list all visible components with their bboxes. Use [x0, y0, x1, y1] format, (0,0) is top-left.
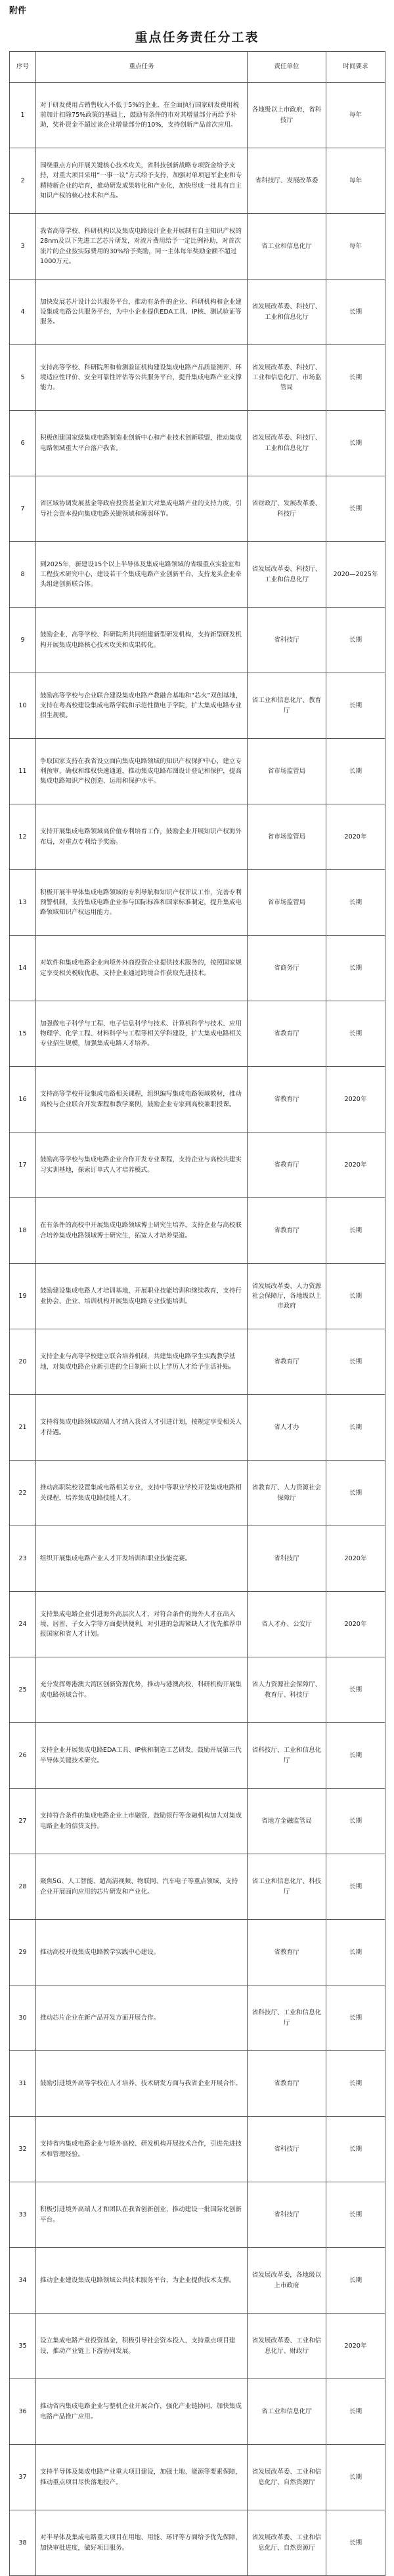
table-row	[10, 673, 385, 739]
row-time: 长期	[326, 345, 385, 411]
row-number: 18	[10, 1198, 36, 1264]
table-row	[10, 1067, 385, 1132]
row-time: 2020年	[326, 1526, 385, 1592]
row-task: 积极开展半导体集成电路领域的专利导航和知识产权评议工作，完善专利预警机制，支持集成电路企业参与国际标准和国家标准制定，提升集成电路领域知识产权运用能力。	[36, 870, 248, 936]
row-task: 支持高等学校、科研院所和检测验证机构建设集成电路产品质量测评、环境适应性评价、安全可靠性评估等公共服务平台，提升集成电路产业支撑能力。	[36, 345, 248, 411]
table-row	[10, 345, 385, 411]
row-time: 每年	[326, 83, 385, 148]
row-time: 长期	[326, 411, 385, 476]
row-number: 28	[10, 1854, 36, 1920]
row-time: 2020年	[326, 1592, 385, 1657]
row-unit: 省教育厅	[248, 1067, 326, 1132]
row-time: 长期	[326, 608, 385, 673]
row-number: 27	[10, 1789, 36, 1854]
table-row	[10, 148, 385, 214]
row-unit: 省发展改革委、科技厅、工业和信息化厅	[248, 542, 326, 608]
row-unit: 省科技厅	[248, 2117, 326, 2182]
row-number: 38	[10, 2510, 36, 2576]
row-task: 对半导体及集成电路重大项目在用地、用能、环评等方面给予优先保障，加快审批进度，做好项目服务。	[36, 2510, 248, 2576]
table-row	[10, 2510, 385, 2576]
row-number: 4	[10, 280, 36, 345]
document-title: 重点任务责任分工表	[135, 30, 259, 45]
row-unit: 省商务厅	[248, 936, 326, 1001]
table-row	[10, 2248, 385, 2314]
table-row	[10, 1526, 385, 1592]
row-unit: 省市场监管局	[248, 804, 326, 870]
row-number: 17	[10, 1132, 36, 1198]
row-unit: 省发展改革委、工业和信息化厅、财政厅	[248, 2314, 326, 2379]
table-row	[10, 2117, 385, 2182]
row-task: 省区域协调发展基金等政府投资基金加大对集成电路产业的支持力度，引导社会资本投向集成电路关键领域和薄弱环节。	[36, 476, 248, 542]
row-unit: 省教育厅	[248, 2051, 326, 2117]
row-unit: 省发展改革委，各地级以上市政府	[248, 2248, 326, 2314]
row-unit: 省发展改革委、工业和信息化厅、自然资源厅	[248, 2510, 326, 2576]
row-unit: 各地级以上市政府，省科技厅	[248, 83, 326, 148]
row-number: 12	[10, 804, 36, 870]
table-row	[10, 1592, 385, 1657]
table-row	[10, 1132, 385, 1198]
row-task: 加强微电子科学与工程、电子信息科学与技术、计算机科学与技术、应用物理学、化学工程、材料科学与工程等相关学科建设，扩大集成电路相关专业招生规模，加强集成电路人才培养。	[36, 1001, 248, 1067]
row-number: 34	[10, 2248, 36, 2314]
row-number: 33	[10, 2182, 36, 2248]
row-time: 长期	[326, 870, 385, 936]
row-task: 到2025年，新建设15个以上半导体及集成电路领域的省级重点实验室和工程技术研究中心，建设若干个集成电路产业创新平台，支持龙头企业牵头组建创新联合体。	[36, 542, 248, 608]
row-time: 长期	[326, 2182, 385, 2248]
row-task: 组织开展集成电路产业人才开发培训和职业技能竞赛。	[36, 1526, 248, 1592]
table-row	[10, 280, 385, 345]
row-unit: 省科技厅	[248, 608, 326, 673]
table-row	[10, 1789, 385, 1854]
task-table	[9, 51, 385, 2576]
row-time: 每年	[326, 148, 385, 214]
header-row	[10, 52, 385, 83]
row-number: 29	[10, 1920, 36, 1985]
table-row	[10, 1198, 385, 1264]
row-task: 争取国家支持在我省设立面向集成电路领域的知识产权保护中心，建立专利预审、确权和维权快速通道，推动集成电路布图设计登记和保护，提高集成电路知识产权创造、运用和保护水平。	[36, 739, 248, 804]
row-task: 推动高职院校设置集成电路相关专业，支持中等职业学校开设集成电路相关课程，培养集成电路技能人才。	[36, 1461, 248, 1526]
row-time: 长期	[326, 1854, 385, 1920]
row-time: 长期	[326, 739, 385, 804]
table-row	[10, 542, 385, 608]
table-row	[10, 1920, 385, 1985]
header-time: 时间要求	[326, 52, 385, 83]
row-time: 2020—2025年	[326, 542, 385, 608]
row-time: 长期	[326, 1264, 385, 1329]
row-task: 支持集成电路企业引进海外高层次人才，对符合条件的海外人才在出入境、居留、子女入学等方面提供便利，对引进的急需紧缺人才优先推荐申报国家和省人才计划。	[36, 1592, 248, 1657]
row-task: 推动芯片企业在新产品开发方面开展合作。	[36, 1985, 248, 2051]
row-time: 2020年	[326, 1067, 385, 1132]
row-time: 长期	[326, 1723, 385, 1789]
table-row	[10, 1001, 385, 1067]
row-task: 支持开展集成电路领域高价值专利培育工作，鼓励企业开展知识产权海外布局，对重点专利给予奖励。	[36, 804, 248, 870]
row-unit: 省科技厅	[248, 2182, 326, 2248]
row-task: 鼓励建设集成电路人才培训基地，开展职业技能培训和继续教育，支持行业协会、企业、培训机构开展集成电路专业技能培训。	[36, 1264, 248, 1329]
row-task: 支持符合条件的集成电路企业上市融资，鼓励银行等金融机构加大对集成电路企业的信贷支持。	[36, 1789, 248, 1854]
table-row	[10, 608, 385, 673]
header-task: 重点任务	[36, 52, 248, 83]
row-number: 2	[10, 148, 36, 214]
row-unit: 省工业和信息化厅	[248, 214, 326, 280]
table-row	[10, 476, 385, 542]
row-task: 鼓励高等学校与企业联合建设集成电路产教融合基地和“芯火”双创基地，支持在粤高校建设集成电路学院和示范性微电子学院，扩大集成电路专业招生规模。	[36, 673, 248, 739]
row-unit: 省发展改革委、工业和信息化厅、自然资源厅	[248, 2445, 326, 2510]
row-number: 30	[10, 1985, 36, 2051]
row-number: 5	[10, 345, 36, 411]
row-time: 长期	[326, 1329, 385, 1395]
row-unit: 省教育厅	[248, 1132, 326, 1198]
row-time: 2020年	[326, 1132, 385, 1198]
row-unit: 省人力资源社会保障厅、教育厅、科技厅	[248, 1657, 326, 1723]
row-unit: 省人才办	[248, 1395, 326, 1461]
row-number: 24	[10, 1592, 36, 1657]
row-unit: 省科技厅、工业和信息化厅	[248, 1985, 326, 2051]
table-row	[10, 1461, 385, 1526]
row-unit: 省人才办、公安厅	[248, 1592, 326, 1657]
row-unit: 省工业和信息化厅	[248, 2379, 326, 2445]
row-task: 设立集成电路产业投资基金，积极引导社会资本投入，支持重点项目建设，推动产业链上下游协同发展。	[36, 2314, 248, 2379]
row-time: 长期	[326, 1198, 385, 1264]
row-time: 2020年	[326, 2314, 385, 2379]
row-time: 长期	[326, 2117, 385, 2182]
row-task: 聚焦5G、人工智能、超高清视频、物联网、汽车电子等重点领域，支持企业开展面向应用的芯片研发和产业化。	[36, 1854, 248, 1920]
row-time: 2020年	[326, 804, 385, 870]
row-task: 鼓励引进境外高等学校在人才培养、技术研发方面与我省企业开展合作。	[36, 2051, 248, 2117]
row-time: 长期	[326, 1657, 385, 1723]
row-time: 长期	[326, 936, 385, 1001]
row-task: 支持将集成电路领域高端人才纳入我省人才引进计划，按规定享受相关人才待遇。	[36, 1395, 248, 1461]
table-row	[10, 2051, 385, 2117]
row-number: 14	[10, 936, 36, 1001]
row-task: 推动企业建设集成电路领域公共技术服务平台，为企业提供技术支撑。	[36, 2248, 248, 2314]
row-time: 长期	[326, 1461, 385, 1526]
table-row	[10, 83, 385, 148]
row-task: 支持半导体及集成电路产业重大项目建设，加强土地、能源等要素保障，推动重点项目尽快落地投产。	[36, 2445, 248, 2510]
table-row	[10, 1395, 385, 1461]
row-number: 26	[10, 1723, 36, 1789]
row-number: 7	[10, 476, 36, 542]
row-unit: 省教育厅	[248, 1001, 326, 1067]
table-row	[10, 739, 385, 804]
row-number: 15	[10, 1001, 36, 1067]
row-time: 每年	[326, 214, 385, 280]
row-time: 长期	[326, 1001, 385, 1067]
row-unit: 省地方金融监管局	[248, 1789, 326, 1854]
row-unit: 省市场监管局	[248, 870, 326, 936]
row-number: 3	[10, 214, 36, 280]
row-number: 22	[10, 1461, 36, 1526]
row-task: 我省高等学校、科研机构以及集成电路设计企业开展制有自主知识产权的28nm及以下先进工艺芯片研发，对流片费用给予一定比例补助，对首次流片的企业按实际费用的30%给予奖励，同一主体每年奖励金额不超过1000万元。	[36, 214, 248, 280]
row-unit: 省教育厅	[248, 1198, 326, 1264]
row-unit: 省发展改革委、科技厅、工业和信息化厅	[248, 411, 326, 476]
row-number: 11	[10, 739, 36, 804]
table-row	[10, 936, 385, 1001]
row-task: 支持企业与高等学校建立联合培养机制，共建集成电路学生实践教学基地，对集成电路企业新引进的全日制硕士以上学历人才给予生活补贴。	[36, 1329, 248, 1395]
row-task: 对软件和集成电路企业向境外外商投资企业提供技术服务的，按照国家规定享受相关税收优惠，支持企业通过跨境合作获取先进技术。	[36, 936, 248, 1001]
row-task: 充分发挥粤港澳大湾区创新资源优势，推动与港澳高校、科研机构开展集成电路领域合作。	[36, 1657, 248, 1723]
row-task: 推动省内集成电路企业与整机企业开展合作，强化产业链协同，加快集成电路产品推广应用。	[36, 2379, 248, 2445]
table-row	[10, 411, 385, 476]
row-unit: 省工业和信息化厅、科技厅	[248, 1854, 326, 1920]
row-unit: 省教育厅	[248, 1920, 326, 1985]
table-row	[10, 870, 385, 936]
row-time: 长期	[326, 1920, 385, 1985]
row-unit: 省市场监管局	[248, 739, 326, 804]
row-time: 长期	[326, 673, 385, 739]
row-number: 1	[10, 83, 36, 148]
row-task: 对于研发费用占销售收入不低于5%的企业，在全面执行国家研发费用税前加计扣除75%政策的基础上，鼓励有条件的市对其增量部分再给予补助，奖补资金不超过该企业增量部分的10%，支持创新产品首次应用。	[36, 83, 248, 148]
row-task: 支持省内集成电路企业与境外高校、研发机构开展技术合作，引进先进技术和管理经验。	[36, 2117, 248, 2182]
row-time: 长期	[326, 2379, 385, 2445]
row-number: 13	[10, 870, 36, 936]
table-body	[10, 83, 385, 2576]
row-unit: 省科技厅	[248, 1526, 326, 1592]
header-num: 序号	[10, 52, 36, 83]
row-task: 围绕重点方向开展关键核心技术攻关，省科技创新战略专项资金给予支持，对重大项目采用“一事一议”方式给予支持，加强对单项冠军企业和专精特新企业的培育，推动研发成果转化和产业化，加快形成一批具有自主知识产权的核心技术和产品。	[36, 148, 248, 214]
row-number: 21	[10, 1395, 36, 1461]
row-time: 长期	[326, 1985, 385, 2051]
table-row	[10, 804, 385, 870]
row-unit: 省工业和信息化厅、教育厅	[248, 673, 326, 739]
row-task: 积极引进境外高端人才和团队在我省创新创业，推动建设一批国际化创新平台。	[36, 2182, 248, 2248]
row-unit: 省科技厅、发展改革委	[248, 148, 326, 214]
table-row	[10, 1264, 385, 1329]
row-number: 23	[10, 1526, 36, 1592]
row-time: 长期	[326, 280, 385, 345]
attachment-label: 附件	[9, 6, 27, 16]
row-number: 19	[10, 1264, 36, 1329]
row-number: 31	[10, 2051, 36, 2117]
row-number: 16	[10, 1067, 36, 1132]
table-row	[10, 2445, 385, 2510]
table-row	[10, 214, 385, 280]
table-row	[10, 2379, 385, 2445]
row-time: 长期	[326, 1395, 385, 1461]
row-task: 鼓励企业、高等学校、科研院所共同组建新型研发机构，支持新型研发机构开展集成电路核心技术攻关和成果转化。	[36, 608, 248, 673]
row-unit: 省发展改革委、人力资源社会保障厅，各地级以上市政府	[248, 1264, 326, 1329]
table-row	[10, 1854, 385, 1920]
row-number: 10	[10, 673, 36, 739]
row-task: 支持企业开展集成电路EDA工具、IP核和制造工艺研发，鼓励开展第三代半导体关键技术研究。	[36, 1723, 248, 1789]
row-time: 长期	[326, 1789, 385, 1854]
row-unit: 省发展改革委、科技厅、工业和信息化厅、市场监管局	[248, 345, 326, 411]
row-task: 支持高等学校开设集成电路相关课程，组织编写集成电路领域教材，推动高校与企业联合开发课程和教学案例，鼓励企业专家到高校兼职授课。	[36, 1067, 248, 1132]
row-unit: 省教育厅、人力资源社会保障厅	[248, 1461, 326, 1526]
row-task: 积极创建国家级集成电路制造业创新中心和产业技术创新联盟，推动集成电路领域重大平台落户我省。	[36, 411, 248, 476]
row-time: 长期	[326, 2510, 385, 2576]
row-number: 36	[10, 2379, 36, 2445]
row-number: 6	[10, 411, 36, 476]
row-number: 9	[10, 608, 36, 673]
table-row	[10, 1723, 385, 1789]
header-unit: 责任单位	[248, 52, 326, 83]
row-number: 37	[10, 2445, 36, 2510]
row-unit: 省科技厅、工业和信息化厅	[248, 1723, 326, 1789]
row-time: 长期	[326, 2445, 385, 2510]
row-number: 32	[10, 2117, 36, 2182]
row-task: 在有条件的高校中开展集成电路领域博士研究生培养，支持企业与高校联合培养集成电路领域博士研究生，拓宽人才培养渠道。	[36, 1198, 248, 1264]
table-row	[10, 1985, 385, 2051]
row-time: 长期	[326, 2248, 385, 2314]
row-unit: 省教育厅	[248, 1329, 326, 1395]
row-number: 8	[10, 542, 36, 608]
table-row	[10, 1329, 385, 1395]
row-task: 鼓励高等学校与集成电路企业合作开发专业课程，支持企业与高校共建实习实训基地，探索订单式人才培养模式。	[36, 1132, 248, 1198]
row-time: 长期	[326, 2051, 385, 2117]
row-task: 推动高校开设集成电路教学实践中心建设。	[36, 1920, 248, 1985]
row-number: 20	[10, 1329, 36, 1395]
row-unit: 省发展改革委、科技厅、工业和信息化厅	[248, 280, 326, 345]
table-row	[10, 1657, 385, 1723]
row-unit: 省财政厅、发展改革委、科技厅	[248, 476, 326, 542]
table-row	[10, 2314, 385, 2379]
row-time: 长期	[326, 476, 385, 542]
row-number: 35	[10, 2314, 36, 2379]
table-header	[10, 52, 385, 83]
row-number: 25	[10, 1657, 36, 1723]
table-row	[10, 2182, 385, 2248]
row-task: 加快发展芯片设计公共服务平台，推动有条件的企业、科研机构和企业建设集成电路公共服务平台，为中小企业提供EDA工具、IP核、测试验证等服务。	[36, 280, 248, 345]
